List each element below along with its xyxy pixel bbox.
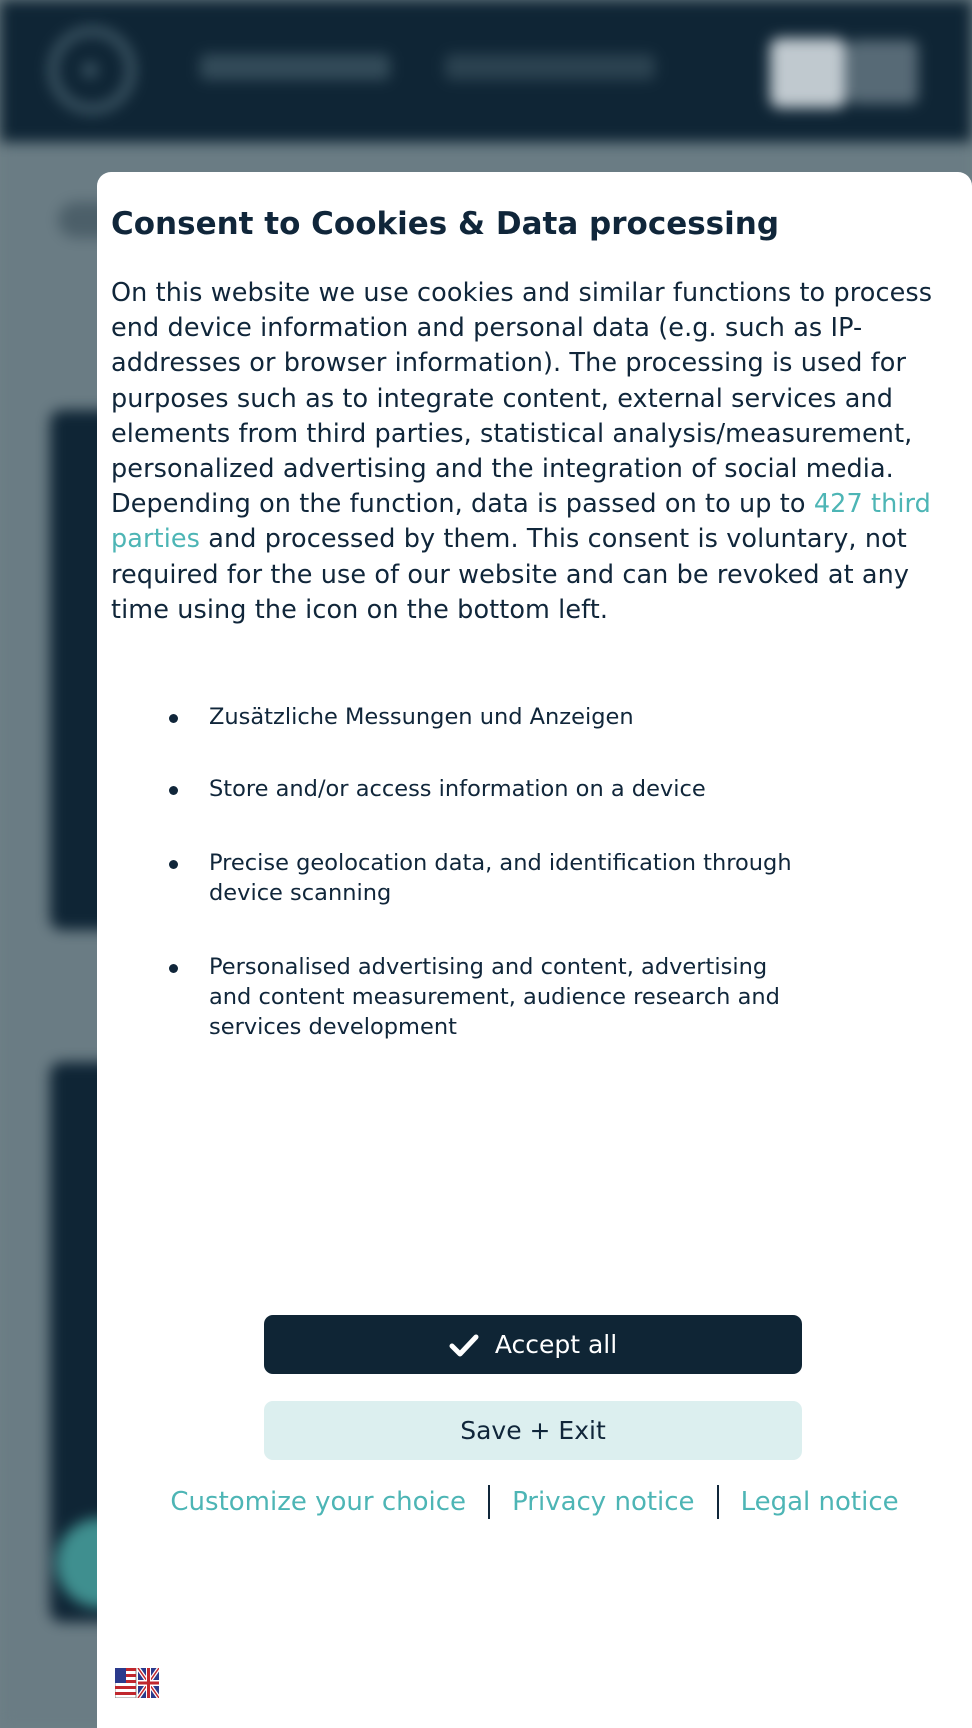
background-logo-dot — [82, 62, 98, 78]
purpose-label: Personalised advertising and content, advertising and content measurement, audience research and services development — [209, 954, 780, 1040]
customize-choice-link[interactable]: Customize your choice — [170, 1487, 467, 1517]
accept-all-button[interactable] — [264, 1315, 802, 1374]
purpose-item — [169, 702, 809, 732]
purpose-list — [169, 702, 809, 1086]
purpose-label: Store and/or access information on a device — [209, 776, 706, 802]
check-icon — [449, 1333, 479, 1357]
link-divider — [717, 1485, 719, 1519]
background-nav-item — [445, 54, 655, 80]
accept-all-label: Accept all — [494, 1330, 618, 1359]
flag-icon[interactable] — [115, 1668, 159, 1698]
third-parties-link[interactable]: 427 third parties — [111, 489, 931, 555]
consent-description — [111, 276, 958, 628]
background-button — [770, 38, 846, 108]
bullet-icon — [169, 786, 178, 795]
purpose-item — [169, 952, 809, 1042]
legal-notice-link[interactable]: Legal notice — [740, 1487, 899, 1517]
background-nav-item — [200, 54, 390, 80]
purpose-label: Precise geolocation data, and identification through device scanning — [209, 850, 792, 906]
privacy-notice-link[interactable]: Privacy notice — [512, 1487, 695, 1517]
bullet-icon — [169, 714, 178, 723]
save-exit-button[interactable]: Save + Exit — [264, 1401, 802, 1460]
consent-description-part2: and processed by them. This consent is voluntary, not required for the use of our website and can be revoked at any time using the icon on the bottom left. — [111, 524, 910, 625]
background-button — [848, 40, 918, 104]
purpose-item — [169, 774, 809, 804]
consent-title: Consent to Cookies & Data processing — [111, 206, 780, 242]
link-divider — [488, 1485, 490, 1519]
footer-links — [97, 1480, 972, 1524]
purpose-item — [169, 848, 809, 908]
consent-dialog — [97, 172, 972, 1728]
bullet-icon — [169, 860, 178, 869]
consent-description-part1: On this website we use cookies and similar functions to process end device information and personal data (e.g. such as IP-addresses or browser information). The processing is used for purposes such as to integrate content, external services and elements from third parties, statistical analysis/measurement, personalized advertising and the integration of social media. Depending on the function, data is passed on to up to — [111, 278, 933, 520]
purpose-label: Zusätzliche Messungen und Anzeigen — [209, 704, 634, 730]
bullet-icon — [169, 964, 178, 973]
